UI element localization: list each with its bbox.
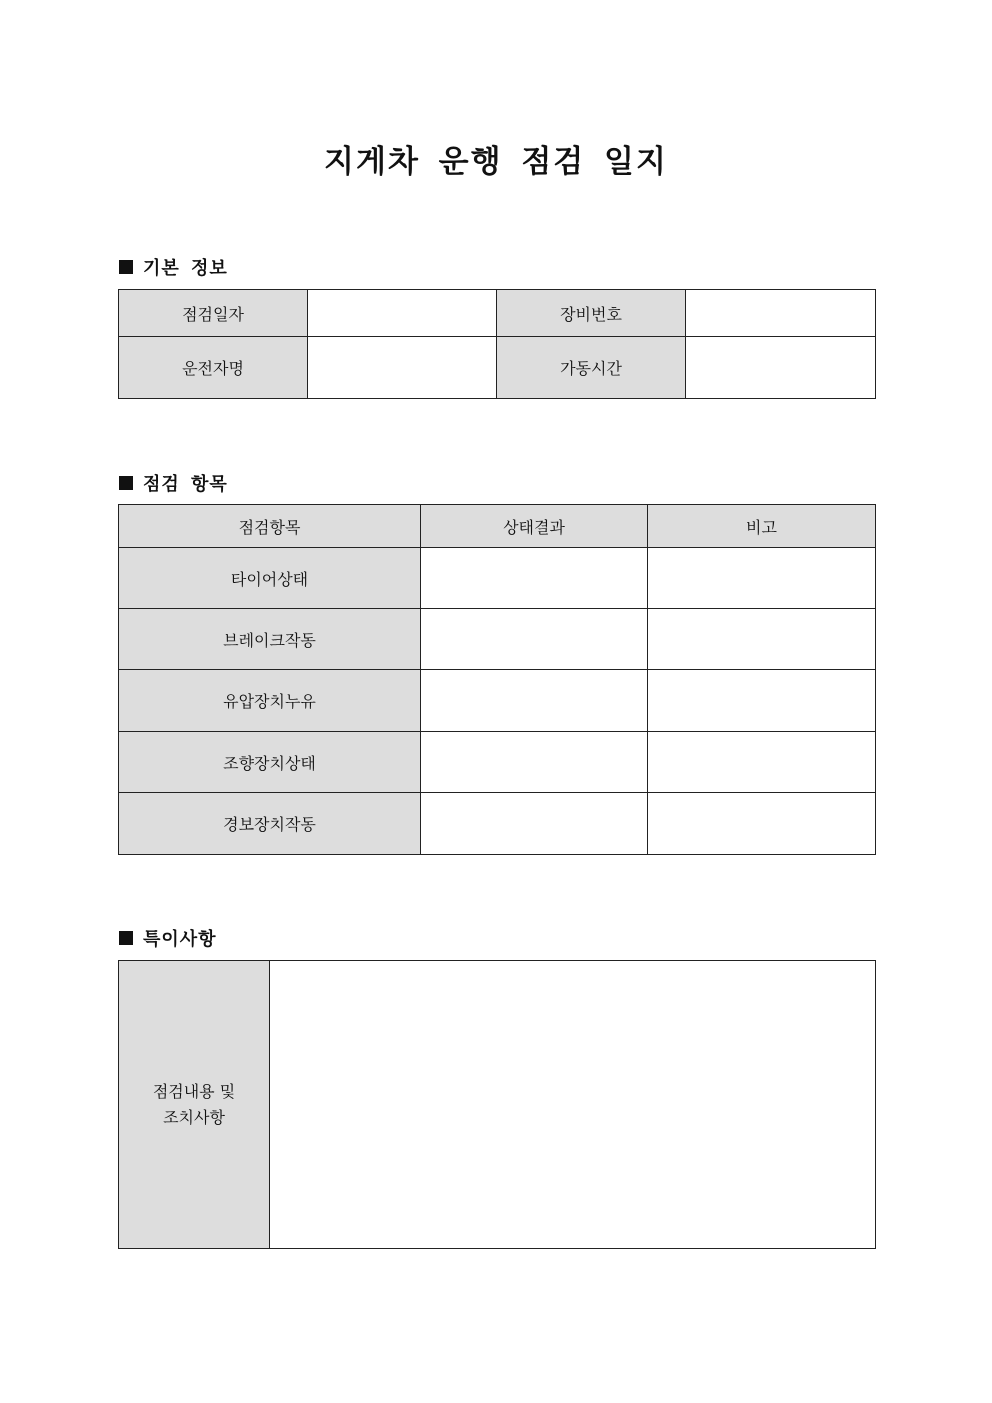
inspection-result-field[interactable] <box>421 548 648 609</box>
inspection-result-field[interactable] <box>421 732 648 793</box>
table-row <box>119 670 876 732</box>
table-row <box>119 793 876 855</box>
inspection-date-field[interactable] <box>308 290 497 337</box>
basic-info-table <box>118 289 876 399</box>
inspection-items-heading-label: 점검 항목 <box>143 474 228 495</box>
column-header-item: 점검항목 <box>119 505 421 548</box>
inspection-note-field[interactable] <box>648 670 876 732</box>
inspection-items-heading <box>119 470 228 496</box>
inspection-item-label: 타이어상태 <box>119 548 421 609</box>
inspection-result-field[interactable] <box>421 670 648 732</box>
square-bullet-icon <box>119 476 133 490</box>
remarks-content-field[interactable] <box>270 961 876 1249</box>
square-bullet-icon <box>119 931 133 945</box>
basic-info-heading <box>119 254 228 280</box>
column-header-result: 상태결과 <box>421 505 648 548</box>
inspection-item-label: 경보장치작동 <box>119 793 421 855</box>
inspection-note-field[interactable] <box>648 609 876 670</box>
inspection-date-label: 점검일자 <box>119 290 308 337</box>
remarks-label-line1: 점검내용 및 <box>152 1081 236 1101</box>
inspection-header-row <box>119 505 876 548</box>
document-title: 지게차 운행 점검 일지 <box>324 144 668 180</box>
driver-name-label: 운전자명 <box>119 337 308 399</box>
operating-hours-field[interactable] <box>686 337 876 399</box>
basic-info-row <box>119 290 876 337</box>
inspection-note-field[interactable] <box>648 548 876 609</box>
remarks-label-line2: 조치사항 <box>163 1107 225 1127</box>
remarks-label-cell <box>119 961 270 1249</box>
table-row <box>119 609 876 670</box>
square-bullet-icon <box>119 260 133 274</box>
remarks-table <box>118 960 876 1249</box>
inspection-items-table <box>118 504 876 855</box>
remarks-row <box>119 961 876 1249</box>
table-row <box>119 732 876 793</box>
table-row <box>119 548 876 609</box>
equipment-number-field[interactable] <box>686 290 876 337</box>
driver-name-field[interactable] <box>308 337 497 399</box>
basic-info-heading-label: 기본 정보 <box>143 258 228 279</box>
remarks-heading-label: 특이사항 <box>143 929 217 950</box>
inspection-item-label: 유압장치누유 <box>119 670 421 732</box>
inspection-item-label: 브레이크작동 <box>119 609 421 670</box>
remarks-heading <box>119 925 217 951</box>
column-header-note: 비고 <box>648 505 876 548</box>
equipment-number-label: 장비번호 <box>497 290 686 337</box>
inspection-item-label: 조향장치상태 <box>119 732 421 793</box>
inspection-result-field[interactable] <box>421 793 648 855</box>
basic-info-row <box>119 337 876 399</box>
operating-hours-label: 가동시간 <box>497 337 686 399</box>
inspection-note-field[interactable] <box>648 732 876 793</box>
inspection-note-field[interactable] <box>648 793 876 855</box>
inspection-result-field[interactable] <box>421 609 648 670</box>
